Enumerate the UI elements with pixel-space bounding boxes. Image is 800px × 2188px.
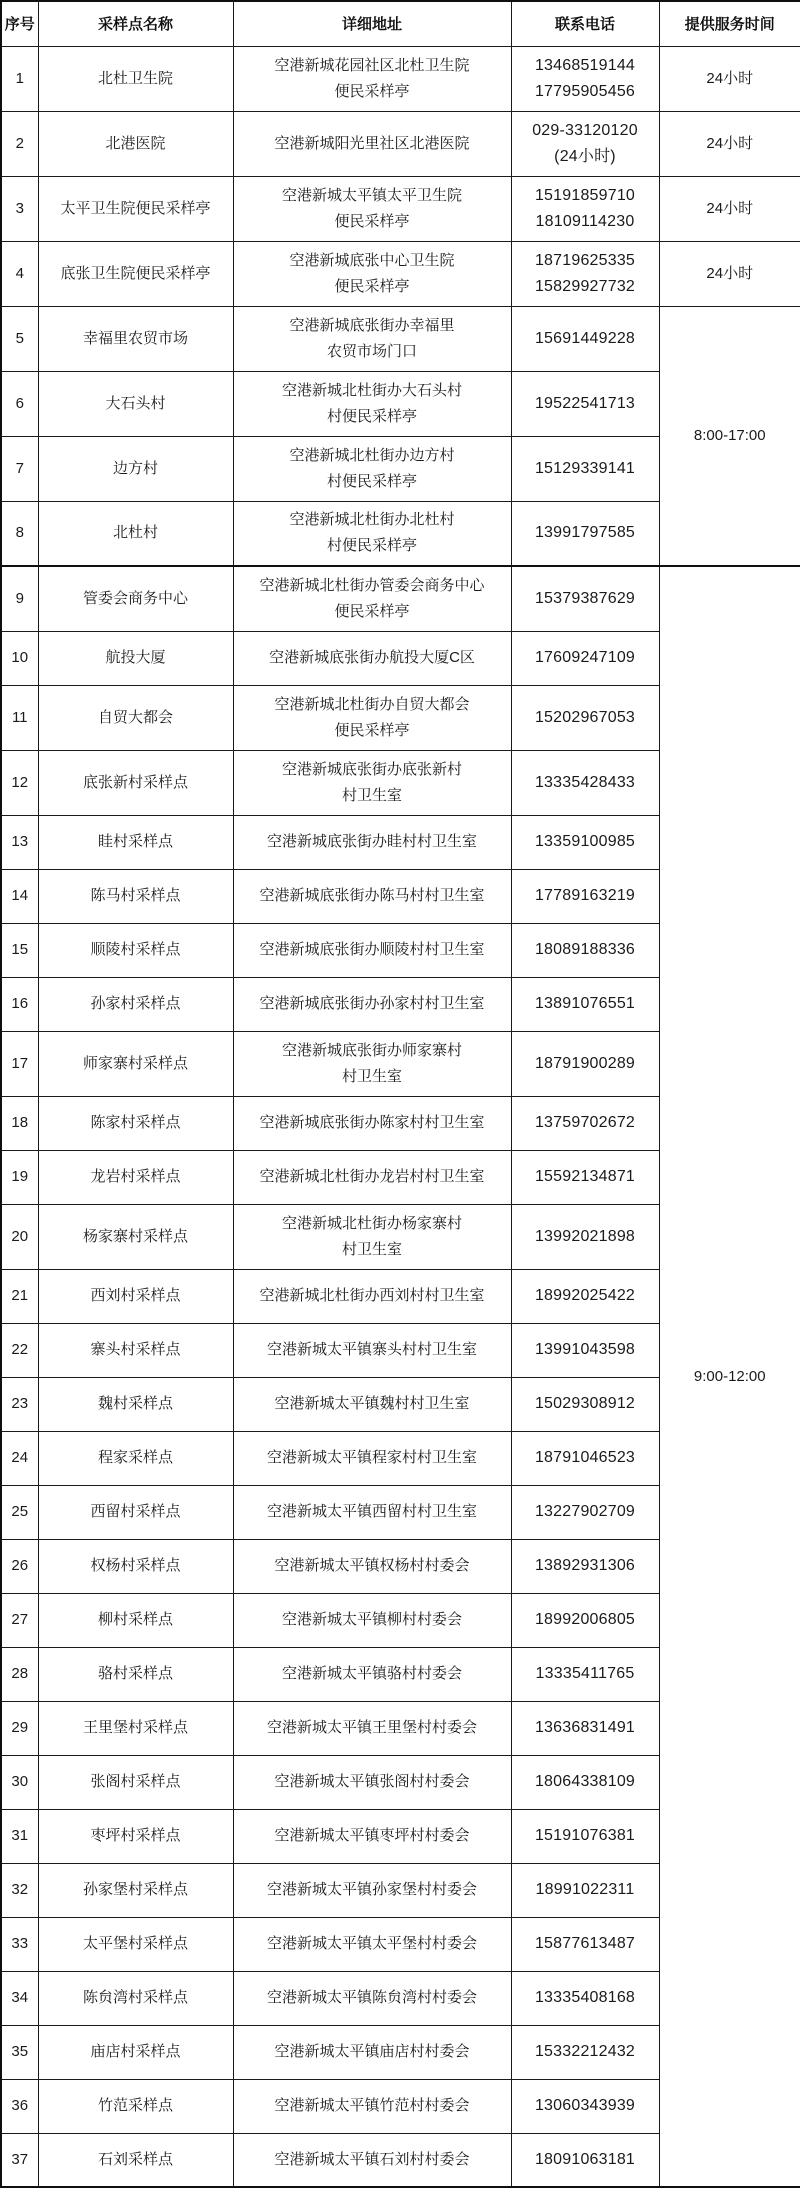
row-number: 7 [1,436,38,501]
row-number: 21 [1,1269,38,1323]
site-address [233,1809,511,1863]
site-address [233,1539,511,1593]
site-name: 北杜卫生院 [38,46,233,111]
service-time: 24小时 [659,176,800,241]
contact-phone [511,566,659,631]
site-address-line: 空港新城太平镇庙店村村委会 [274,2043,470,2060]
site-name: 底张新村采样点 [38,750,233,815]
site-name: 陈马村采样点 [38,869,233,923]
site-address-line: 空港新城北杜街办自贸大都会 [274,695,470,713]
contact-phone [511,2079,659,2133]
site-address [233,46,511,111]
row-number: 37 [1,2133,38,2187]
site-address-line: 空港新城北杜街办西刘村村卫生室 [259,1287,485,1304]
row-number: 28 [1,1647,38,1701]
site-name: 魏村采样点 [38,1377,233,1431]
site-name: 航投大厦 [38,631,233,685]
table-row [1,241,800,306]
contact-phone [511,1647,659,1701]
row-number: 4 [1,241,38,306]
table-row [1,176,800,241]
site-address-line: 空港新城太平镇孙家堡村村委会 [266,1881,477,1898]
contact-phone [511,977,659,1031]
contact-phone-line: 13359100985 [534,833,636,850]
contact-phone-line: 18109114230 [535,212,635,230]
site-address-line: 空港新城太平镇魏村村卫生室 [274,1395,470,1412]
row-number: 36 [1,2079,38,2133]
site-address-line: 空港新城底张中心卫生院 [289,251,455,269]
contact-phone-line: 19522541713 [534,394,636,412]
contact-phone-line: 13468519144 [534,56,636,74]
service-time: 24小时 [659,241,800,306]
contact-phone [511,631,659,685]
site-name: 程家采样点 [38,1431,233,1485]
site-address [233,1647,511,1701]
site-address-line: 空港新城太平镇张阁村村委会 [274,1773,470,1790]
site-name: 柳村采样点 [38,1593,233,1647]
site-address-line: 空港新城底张街办陈家村村卫生室 [259,1114,485,1131]
contact-phone [511,1971,659,2025]
contact-phone-line: 13335411765 [535,1665,635,1682]
contact-phone [511,923,659,977]
contact-phone-line: 15379387629 [534,589,636,607]
contact-phone [511,1809,659,1863]
site-address [233,1096,511,1150]
site-address-line: 便民采样亭 [334,721,410,739]
contact-phone-line: 17609247109 [534,649,636,666]
site-name: 骆村采样点 [38,1647,233,1701]
site-address [233,2133,511,2187]
col-header-name: 采样点名称 [38,1,233,46]
service-time: 8:00-17:00 [659,306,800,566]
site-address-line: 空港新城太平镇竹范村村委会 [274,2097,470,2114]
site-name: 师家寨村采样点 [38,1031,233,1096]
site-name: 竹范采样点 [38,2079,233,2133]
site-address [233,241,511,306]
contact-phone [511,1701,659,1755]
site-address [233,1917,511,1971]
site-name: 陈家村采样点 [38,1096,233,1150]
site-address [233,685,511,750]
contact-phone-line: 17789163219 [534,887,636,904]
contact-phone-line: 15877613487 [534,1935,636,1952]
table-row [1,306,800,371]
contact-phone-line: 18992006805 [534,1611,636,1628]
site-name: 幸福里农贸市场 [38,306,233,371]
contact-phone [511,1323,659,1377]
contact-phone [511,1917,659,1971]
contact-phone-line: 13227902709 [534,1503,636,1520]
contact-phone [511,111,659,176]
site-name: 石刘采样点 [38,2133,233,2187]
contact-phone-line: 15029308912 [534,1395,636,1412]
site-address [233,306,511,371]
site-address [233,750,511,815]
site-name: 孙家堡村采样点 [38,1863,233,1917]
contact-phone-line: 13335408168 [534,1989,636,2006]
contact-phone [511,2133,659,2187]
contact-phone [511,1377,659,1431]
site-address [233,923,511,977]
site-address [233,1431,511,1485]
row-number: 3 [1,176,38,241]
row-number: 5 [1,306,38,371]
site-address-line: 村便民采样亭 [326,472,417,490]
site-address-line: 空港新城北杜街办龙岩村村卫生室 [259,1168,485,1185]
site-address [233,1971,511,2025]
site-address-line: 空港新城北杜街办北杜村 [289,511,455,529]
row-number: 34 [1,1971,38,2025]
contact-phone [511,46,659,111]
row-number: 1 [1,46,38,111]
site-address-line: 空港新城北杜街办杨家寨村 [281,1214,462,1232]
site-address-line: 空港新城底张街办孙家村村卫生室 [259,995,485,1012]
site-address [233,1755,511,1809]
contact-phone [511,1539,659,1593]
site-address [233,1377,511,1431]
site-address-line: 村卫生室 [341,786,402,804]
site-address [233,1485,511,1539]
site-address-line: 空港新城底张街办眭村村卫生室 [266,833,477,850]
site-name: 自贸大都会 [38,685,233,750]
table-row [1,46,800,111]
contact-phone [511,685,659,750]
row-number: 6 [1,371,38,436]
site-address [233,631,511,685]
contact-phone-line: 15829927732 [534,277,636,295]
row-number: 22 [1,1323,38,1377]
site-name: 边方村 [38,436,233,501]
row-number: 12 [1,750,38,815]
contact-phone [511,750,659,815]
site-address [233,2025,511,2079]
contact-phone [511,1863,659,1917]
site-address-line: 村便民采样亭 [326,537,417,555]
site-address [233,1031,511,1096]
site-address-line: 空港新城太平镇柳村村委会 [281,1611,462,1628]
site-address [233,176,511,241]
site-address-line: 空港新城北杜街办大石头村 [281,381,462,399]
site-address [233,1323,511,1377]
site-name: 权杨村采样点 [38,1539,233,1593]
row-number: 32 [1,1863,38,1917]
site-address [233,1204,511,1269]
site-address-line: 空港新城太平镇陈贠湾村村委会 [266,1989,477,2006]
contact-phone-line: 18992025422 [534,1287,636,1304]
site-address-line: 农贸市场门口 [326,342,417,360]
row-number: 2 [1,111,38,176]
site-address-line: 便民采样亭 [334,277,410,295]
site-address-line: 空港新城太平镇权杨村村委会 [274,1557,470,1574]
site-address-line: 村便民采样亭 [326,407,417,425]
site-name: 北杜村 [38,501,233,566]
site-name: 龙岩村采样点 [38,1150,233,1204]
service-time: 24小时 [659,111,800,176]
site-name: 底张卫生院便民采样亭 [38,241,233,306]
contact-phone-line: 18791900289 [534,1054,636,1072]
contact-phone [511,501,659,566]
row-number: 27 [1,1593,38,1647]
row-number: 23 [1,1377,38,1431]
site-address-line: 空港新城底张街办航投大厦C区 [269,649,475,666]
site-address-line: 空港新城太平镇石刘村村委会 [274,2150,470,2168]
contact-phone [511,1096,659,1150]
site-name: 大石头村 [38,371,233,436]
table-row [1,566,800,631]
contact-phone [511,1204,659,1269]
site-address-line: 空港新城北杜街办管委会商务中心 [259,576,485,594]
row-number: 10 [1,631,38,685]
row-number: 35 [1,2025,38,2079]
site-address-line: 村卫生室 [341,1067,402,1085]
site-address [233,436,511,501]
site-name: 顺陵村采样点 [38,923,233,977]
site-address-line: 空港新城太平镇骆村村委会 [281,1665,462,1682]
row-number: 26 [1,1539,38,1593]
contact-phone [511,1150,659,1204]
contact-phone-line: 13991797585 [534,524,636,542]
contact-phone-line: 18991022311 [535,1881,635,1898]
site-name: 北港医院 [38,111,233,176]
site-address-line: 空港新城太平镇寨头村村卫生室 [266,1341,477,1358]
contact-phone-line: 13991043598 [534,1341,636,1358]
row-number: 17 [1,1031,38,1096]
row-number: 16 [1,977,38,1031]
site-name: 庙店村采样点 [38,2025,233,2079]
site-name: 西刘村采样点 [38,1269,233,1323]
contact-phone-line: 15129339141 [534,459,636,477]
site-address-line: 空港新城太平镇王里堡村村委会 [266,1719,477,1736]
site-name: 陈贠湾村采样点 [38,1971,233,2025]
site-address-line: 空港新城底张街办师家寨村 [281,1041,462,1059]
col-header-phone: 联系电话 [511,1,659,46]
row-number: 20 [1,1204,38,1269]
contact-phone-line: 029-33120120 [532,121,638,139]
site-address [233,501,511,566]
site-address [233,815,511,869]
row-number: 13 [1,815,38,869]
contact-phone [511,306,659,371]
site-address [233,869,511,923]
row-number: 33 [1,1917,38,1971]
contact-phone [511,1431,659,1485]
row-number: 31 [1,1809,38,1863]
contact-phone-line: 13636831491 [534,1719,636,1736]
contact-phone [511,1593,659,1647]
col-header-address: 详细地址 [233,1,511,46]
contact-phone-line: 15332212432 [534,2043,636,2060]
contact-phone-line: 13335428433 [534,773,636,791]
site-name: 西留村采样点 [38,1485,233,1539]
site-name: 枣坪村采样点 [38,1809,233,1863]
contact-phone [511,2025,659,2079]
site-address-line: 空港新城太平镇程家村村卫生室 [266,1449,477,1466]
contact-phone-line: 13892931306 [534,1557,636,1574]
row-number: 30 [1,1755,38,1809]
row-number: 29 [1,1701,38,1755]
contact-phone-line: 18091063181 [534,2150,636,2168]
contact-phone [511,1269,659,1323]
contact-phone-line: 13891076551 [534,995,636,1012]
contact-phone-line: 18089188336 [534,941,636,958]
site-address-line: 村卫生室 [341,1240,402,1258]
service-time: 9:00-12:00 [659,566,800,2187]
contact-phone-line: 18064338109 [534,1773,636,1790]
site-name: 眭村采样点 [38,815,233,869]
contact-phone-line: 18719625335 [534,251,636,269]
site-name: 张阁村采样点 [38,1755,233,1809]
site-address [233,1593,511,1647]
contact-phone-line: 13992021898 [534,1227,636,1245]
site-address-line: 空港新城太平镇枣坪村村委会 [274,1827,470,1844]
table-body [1,46,800,2187]
row-number: 11 [1,685,38,750]
site-address-line: 空港新城底张街办陈马村村卫生室 [259,887,485,904]
row-number: 24 [1,1431,38,1485]
contact-phone [511,869,659,923]
contact-phone [511,1031,659,1096]
site-address-line: 便民采样亭 [334,602,410,620]
site-name: 太平卫生院便民采样亭 [38,176,233,241]
row-number: 15 [1,923,38,977]
site-address [233,1269,511,1323]
site-name: 太平堡村采样点 [38,1917,233,1971]
site-name: 管委会商务中心 [38,566,233,631]
contact-phone-line: 15691449228 [534,329,636,347]
site-address-line: 空港新城太平镇太平卫生院 [281,186,462,204]
site-address [233,977,511,1031]
contact-phone [511,1755,659,1809]
table-row [1,111,800,176]
contact-phone-line: 15202967053 [534,708,636,726]
site-address [233,566,511,631]
service-time: 24小时 [659,46,800,111]
site-name: 孙家村采样点 [38,977,233,1031]
site-name: 寨头村采样点 [38,1323,233,1377]
row-number: 8 [1,501,38,566]
contact-phone-line: 17795905456 [534,82,636,100]
site-address-line: 便民采样亭 [334,82,410,100]
site-address-line: 空港新城底张街办幸福里 [289,316,455,334]
table-header-row [1,1,800,46]
site-address-line: 空港新城底张街办顺陵村村卫生室 [259,941,485,958]
contact-phone [511,815,659,869]
site-name: 杨家寨村采样点 [38,1204,233,1269]
contact-phone-line: (24小时) [554,147,616,165]
site-address-line: 空港新城花园社区北杜卫生院 [274,56,470,74]
contact-phone-line: 13759702672 [534,1114,636,1131]
contact-phone [511,176,659,241]
site-address [233,1863,511,1917]
contact-phone-line: 15191076381 [534,1827,636,1844]
site-address-line: 便民采样亭 [334,212,410,230]
contact-phone [511,371,659,436]
row-number: 14 [1,869,38,923]
row-number: 19 [1,1150,38,1204]
contact-phone [511,241,659,306]
site-address-line: 空港新城底张街办底张新村 [281,760,462,778]
col-header-time: 提供服务时间 [659,1,800,46]
row-number: 25 [1,1485,38,1539]
contact-phone-line: 13060343939 [534,2097,636,2114]
contact-phone-line: 15191859710 [534,186,636,204]
site-address [233,1150,511,1204]
site-name: 王里堡村采样点 [38,1701,233,1755]
contact-phone-line: 15592134871 [534,1168,636,1185]
contact-phone-line: 18791046523 [534,1449,636,1466]
site-address-line: 空港新城阳光里社区北港医院 [274,134,470,152]
site-address-line: 空港新城北杜街办边方村 [289,446,455,464]
site-address [233,371,511,436]
col-header-no: 序号 [1,1,38,46]
site-address-line: 空港新城太平镇太平堡村村委会 [266,1935,477,1952]
contact-phone [511,1485,659,1539]
contact-phone [511,436,659,501]
site-address [233,111,511,176]
site-address-line: 空港新城太平镇西留村村卫生室 [266,1503,477,1520]
site-address [233,1701,511,1755]
row-number: 18 [1,1096,38,1150]
site-address [233,2079,511,2133]
row-number: 9 [1,566,38,631]
